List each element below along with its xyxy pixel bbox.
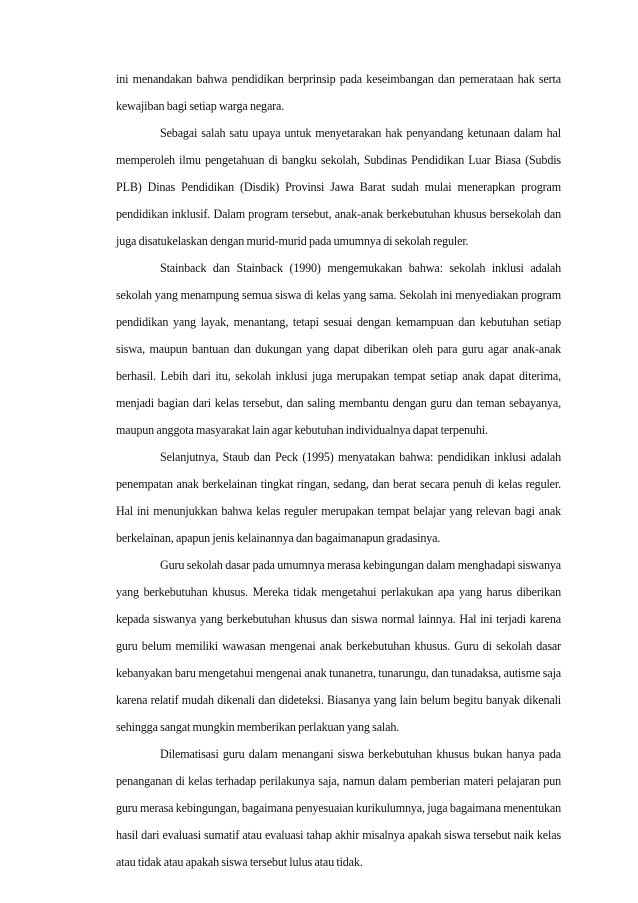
paragraph-1: ini menandakan bahwa pendidikan berprinsip pada keseimbangan dan pemerataan hak serta kewajiban bagi setiap warga negara. bbox=[116, 72, 561, 113]
paragraph-2: Sebagai salah satu upaya untuk menyetarakan hak penyandang ketunaan dalam hal memperoleh ilmu pengetahuan di bangku sekolah, Subdinas Pendidikan Luar Biasa (Subdis PLB) Dinas Pendidikan (Disdik) Provinsi Jawa Barat sudah mulai menerapkan program pendidikan inklusif. Dalam program tersebut, anak-anak berkebutuhan khusus bersekolah dan juga disatukelaskan dengan murid-murid pada umumnya di sekolah reguler. bbox=[116, 126, 561, 248]
paragraph-5: Guru sekolah dasar pada umumnya merasa kebingungan dalam menghadapi siswanya yang berkebutuhan khusus. Mereka tidak mengetahui perlakukan apa yang harus diberikan kepada siswanya yang berkebutuhan khusus dan siswa normal lainnya. Hal ini terjadi karena guru belum memiliki wawasan mengenai anak berkebutuhan khusus. Guru di sekolah dasar kebanyakan baru mengetahui mengenai anak tunanetra, tunarungu, dan tunadaksa, autisme saja karena relatif mudah dikenali dan dideteksi. Biasanya yang lain belum begitu banyak dikenali sehingga sangat mungkin memberikan perlakuan yang salah. bbox=[116, 558, 561, 734]
paragraph-3: Stainback dan Stainback (1990) mengemukakan bahwa: sekolah inklusi adalah sekolah yang menampung semua siswa di kelas yang sama. Sekolah ini menyediakan program pendidikan yang layak, menantang, tetapi sesuai dengan kemampuan dan kebutuhan setiap siswa, maupun bantuan dan dukungan yang dapat diberikan oleh para guru agar anak-anak berhasil. Lebih dari itu, sekolah inklusi juga merupakan tempat setiap anak dapat diterima, menjadi bagian dari kelas tersebut, dan saling membantu dengan guru dan teman sebayanya, maupun anggota masyarakat lain agar kebutuhan individualnya dapat terpenuhi. bbox=[116, 261, 561, 437]
paragraph-4: Selanjutnya, Staub dan Peck (1995) menyatakan bahwa: pendidikan inklusi adalah penempatan anak berkelainan tingkat ringan, sedang, dan berat secara penuh di kelas reguler. Hal ini menunjukkan bahwa kelas reguler merupakan tempat belajar yang relevan bagi anak berkelainan, apapun jenis kelainannya dan bagaimanapun gradasinya. bbox=[116, 450, 561, 545]
document-page bbox=[116, 66, 561, 876]
paragraph-6: Dilematisasi guru dalam menangani siswa berkebutuhan khusus bukan hanya pada penanganan di kelas terhadap perilakunya saja, namun dalam pemberian materi pelajaran pun guru merasa kebingungan, bagaimana penyesuaian kurikulumnya, juga bagaimana menentukan hasil dari evaluasi sumatif atau evaluasi tahap akhir misalnya apakah siswa tersebut naik kelas atau tidak atau apakah siswa tersebut lulus atau tidak. bbox=[116, 747, 561, 869]
